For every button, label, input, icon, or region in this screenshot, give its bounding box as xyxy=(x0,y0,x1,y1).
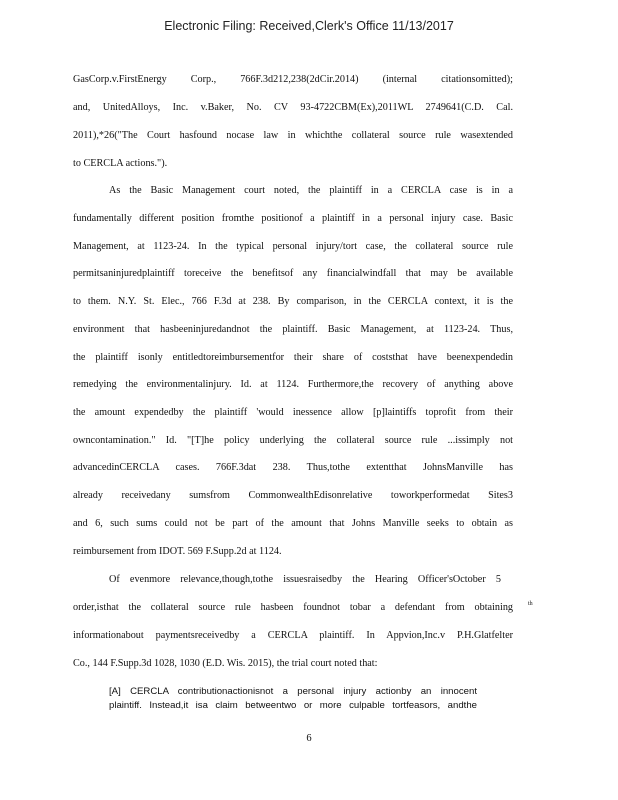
ordinal-superscript: th xyxy=(528,601,533,607)
text-line: to CERCLA actions."). xyxy=(73,158,168,169)
text-line: GasCorp.v.FirstEnergy Corp., 766F.3d212,238(2dCir.2014) (internal citationsomitted); xyxy=(73,74,513,85)
text-line: Management, at 1123-24. In the typical personal injury/tort case, the collateral source rule xyxy=(73,241,513,252)
text-line: and 6, such sums could not be part of the amount that Johns Manville seeks to obtain as xyxy=(73,518,513,529)
text-line: environment that hasbeeninjuredandnot the plaintiff. Basic Management, at 1123-24. Thus, xyxy=(73,324,513,335)
text-line: permitsaninjuredplaintiff toreceive the benefitsof any financialwindfall that may be available xyxy=(73,268,513,279)
text-line: As the Basic Management court noted, the plaintiff in a CERCLA case is in a xyxy=(109,185,513,196)
text-line: advancedinCERCLA cases. 766F.3dat 238. Thus,tothe extentthat JohnsManville has xyxy=(73,462,513,473)
text-line: informationabout paymentsreceivedby a CERCLA plaintiff. In Appvion,Inc.v P.H.Glatfelter xyxy=(73,630,513,641)
text-line: reimbursement from IDOT. 569 F.Supp.2d at 1124. xyxy=(73,546,282,557)
text-line: 2011),*26("The Court hasfound nocase law in whichthe collateral source rule wasextended xyxy=(73,130,513,141)
text-line: Of evenmore relevance,though,tothe issuesraisedby the Hearing Officer'sOctober 5 xyxy=(109,574,501,585)
text-line: owncontamination." Id. "[T]he policy underlying the collateral source rule ...issimply not xyxy=(73,435,513,446)
text-line: the amount expendedby the plaintiff 'would inessence allow [p]laintiffs toprofit from their xyxy=(73,407,513,418)
text-line: the plaintiff isonly entitledtoreimbursementfor their share of coststhat have beenexpendedin xyxy=(73,352,513,363)
filing-header: Electronic Filing: Received,Clerk's Office 11/13/2017 xyxy=(164,19,454,33)
text-line: Co., 144 F.Supp.3d 1028, 1030 (E.D. Wis. 2015), the trial court noted that: xyxy=(73,658,378,669)
text-line: to them. N.Y. St. Elec., 766 F.3d at 238. By comparison, in the CERCLA context, it is the xyxy=(73,296,513,307)
text-line: already receivedany sumsfrom CommonwealthEdisonrelative toworkperformedat Sites3 xyxy=(73,490,513,501)
block-quote-line: plaintiff. Instead,it isa claim betweentwo or more culpable tortfeasors, andthe xyxy=(109,700,477,711)
block-quote-line: [A] CERCLA contributionactionisnot a personal injury actionby an innocent xyxy=(109,686,477,697)
text-line: remedying the environmentalinjury. Id. at 1124. Furthermore,the recovery of anything above xyxy=(73,379,513,390)
text-line: order,isthat the collateral source rule hasbeen foundnot tobar a defendant from obtaining xyxy=(73,602,513,613)
text-line: fundamentally different position fromthe positionof a plaintiff in a personal injury case. Basic xyxy=(73,213,513,224)
text-line: and, UnitedAlloys, Inc. v.Baker, No. CV 93-4722CBM(Ex),2011WL 2749641(C.D. Cal. xyxy=(73,102,513,113)
page-number: 6 xyxy=(306,733,312,744)
